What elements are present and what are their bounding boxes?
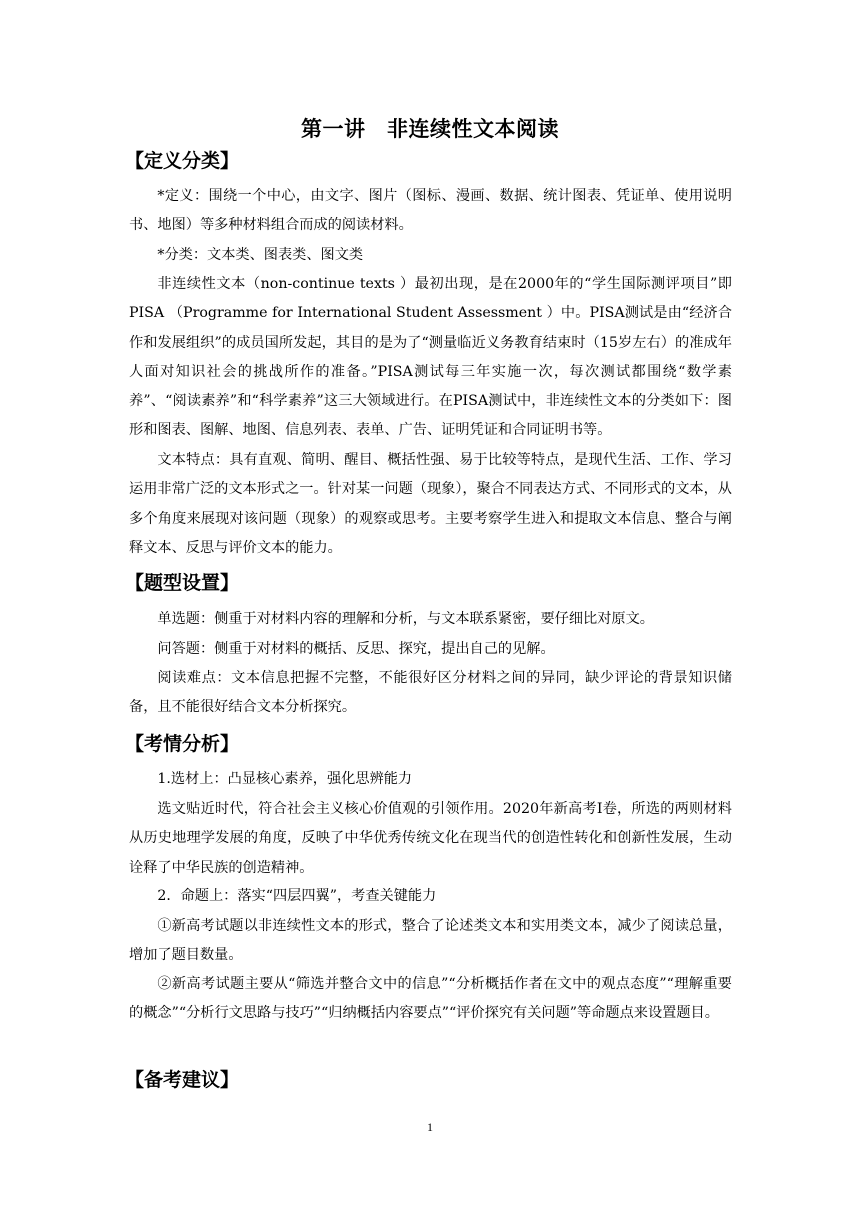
section-heading-suggestions: 【备考建议】 xyxy=(125,1069,240,1091)
classification-paragraph: *分类：文本类、图表类、图文类 xyxy=(157,247,364,263)
page-number: 1 xyxy=(427,1120,433,1134)
section-heading-definition: 【定义分类】 xyxy=(125,150,240,172)
analysis-paragraph-2: ①新高考试题以非连续性文本的形式，整合了论述类文本和实用类文本，减少了阅读总量，增加了题目数量。 xyxy=(129,918,732,964)
analysis-paragraph-3: ②新高考试题主要从“筛选并整合文中的信息”“分析概括作者在文中的观点态度”“理解重要的概念”“分析行文思路与技巧”“归纳概括内容要点”“评价探究有关问题”等命题点来设置题目。 xyxy=(129,976,732,1022)
single-choice-paragraph: 单选题：侧重于对材料内容的理解和分析，与文本联系紧密，要仔细比对原文。 xyxy=(157,611,654,627)
section-heading-analysis: 【考情分析】 xyxy=(125,733,240,755)
pisa-paragraph: 非连续性文本（non-continue texts ）最初出现，是在2000年的“学生国际测评项目”即PISA （Programme for International Student Assessment ）中。PISA测试是由“经济合作和发展组织”的成员国所发起，其目的是为了“测量临近义务教育结束时（15岁左右）的准成年人面对知识社会的挑战所作的准备。”PISA测试每三年实施一次，每次测试都围绕“数学素养”、“阅读素养”和“科学素养”这三大领域进行。在PISA测试中，非连续性文本的分类如下：图形和图表、图解、地图、信息列表、表单、广告、证明凭证和合同证明书等。 xyxy=(129,276,732,439)
difficulty-paragraph: 阅读难点：文本信息把握不完整，不能很好区分材料之间的异同，缺少评论的背景知识储备，且不能很好结合文本分析探究。 xyxy=(129,670,732,716)
analysis-point-2: 2．命题上：落实“四层四翼”，考查关键能力 xyxy=(157,888,437,904)
analysis-point-1: 1.选材上：凸显核心素养，强化思辨能力 xyxy=(157,771,413,787)
definition-paragraph: *定义：围绕一个中心，由文字、图片（图标、漫画、数据、统计图表、凭证单、使用说明书、地图）等多种材料组合而成的阅读材料。 xyxy=(129,188,732,234)
qa-paragraph: 问答题：侧重于对材料的概括、反思、探究，提出自己的见解。 xyxy=(157,641,555,657)
text-features-paragraph: 文本特点：具有直观、简明、醒目、概括性强、易于比较等特点，是现代生活、工作、学习运用非常广泛的文本形式之一。针对某一问题（现象），聚合不同表达方式、不同形式的文本，从多个角度来展现对该问题（现象）的观察或思考。主要考察学生进入和提取文本信息、整合与阐释文本、反思与评价文本的能力。 xyxy=(129,452,732,556)
analysis-paragraph-1: 选文贴近时代，符合社会主义核心价值观的引领作用。2020年新高考Ⅰ卷，所选的两则材料从历史地理学发展的角度，反映了中华优秀传统文化在现当代的创造性转化和创新性发展，生动诠释了中华民族的创造精神。 xyxy=(129,801,732,876)
section-heading-question-types: 【题型设置】 xyxy=(125,572,240,594)
page-title: 第一讲 非连续性文本阅读 xyxy=(301,117,559,141)
